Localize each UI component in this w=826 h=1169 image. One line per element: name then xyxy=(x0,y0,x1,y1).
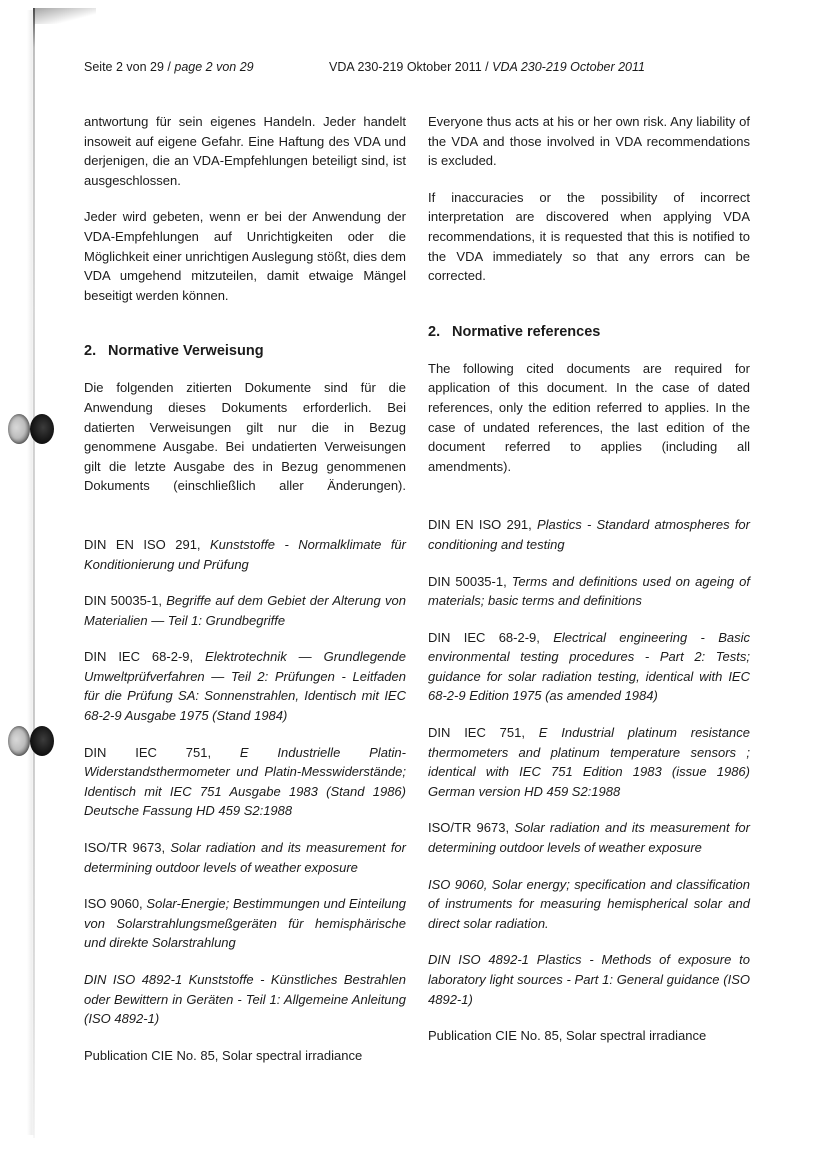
reference-standard: DIN IEC 68-2-9, xyxy=(428,629,540,645)
section-heading-normative-references xyxy=(428,323,750,342)
reference-standard: ISO 9060, xyxy=(84,896,143,912)
intro-paragraph-2: If inaccuracies or the possibility of incorrect interpretation are discovered when applying VDA recommendations, it is requested that this is notified to the VDA immediately so that any errors can be corrected. xyxy=(428,189,750,284)
reference-standard: DIN IEC 751, xyxy=(428,725,525,741)
reference-title: Solar-Energie; Bestimmungen und Einteilung von Solarstrahlungsmeßgeräten für hemisphärische und direkte Solarstrahlung xyxy=(84,896,406,951)
document-id-block xyxy=(329,59,645,75)
reference-entry xyxy=(84,591,406,630)
reference-entry xyxy=(428,875,750,934)
reference-list-spacer xyxy=(84,513,406,535)
document-id-separator: / xyxy=(485,60,489,74)
reference-title: DIN ISO 4892-1 Plastics - Methods of exposure to laboratory light sources - Part 1: General guidance (ISO 4892-1) xyxy=(428,952,750,1007)
reference-title: Kunststoffe - Normalklimate für Konditionierung und Prüfung xyxy=(84,536,406,572)
reference-standard: DIN EN ISO 291, xyxy=(84,536,201,552)
reference-standard: Publication CIE No. 85, Solar spectral irradiance xyxy=(84,1047,363,1063)
header-separator: / xyxy=(167,60,171,74)
punch-hole-icon xyxy=(30,414,54,444)
reference-entry xyxy=(84,970,406,1029)
reference-title: Plastics - Standard atmospheres for conditioning and testing xyxy=(428,517,750,552)
scan-corner-fold xyxy=(34,8,96,24)
reference-entry xyxy=(428,572,750,611)
reference-standard: ISO/TR 9673, xyxy=(428,820,510,836)
section-number: 2. xyxy=(84,343,97,360)
scan-edge-line xyxy=(33,8,35,1138)
reference-list-spacer xyxy=(428,493,750,515)
reference-title: Begriffe auf dem Gebiet der Alterung von Materialien — Teil 1: Grundbegriffe xyxy=(84,593,406,628)
intro-paragraph-1: antwortung für sein eigenes Handeln. Jeder handelt insoweit auf eigene Gefahr. Eine Haftung des VDA und derjenigen, die an VDA-Empfehlungen beteiligt sind, ist ausgeschlossen. xyxy=(84,114,406,188)
reference-entry xyxy=(428,723,750,801)
reference-standard: DIN IEC 68-2-9, xyxy=(84,649,194,665)
reference-entry xyxy=(428,1026,750,1046)
reference-standard: ISO/TR 9673, xyxy=(84,840,166,856)
reference-title: DIN ISO 4892-1 Kunststoffe - Künstliches Bestrahlen oder Bewittern in Geräten - Teil 1: Allgemeine Anleitung (ISO 4892-1) xyxy=(84,972,406,1027)
document-id-de: VDA 230-219 Oktober 2011 xyxy=(329,60,482,74)
binder-punch-mark-top xyxy=(8,412,54,448)
reference-title: E Industrial platinum resistance thermometers and platinum temperature sensors ; identical with IEC 751 Edition 1983 (issue 1986) German version HD 459 S2:1988 xyxy=(428,725,750,799)
section-heading-normative-verweisung xyxy=(84,342,406,361)
intro-paragraph-1: Everyone thus acts at his or her own risk. Any liability of the VDA and those involved in VDA recommendations is excluded. xyxy=(428,114,750,169)
section-number: 2. xyxy=(428,323,441,340)
reference-entry xyxy=(428,628,750,706)
reference-entry xyxy=(428,818,750,857)
column-english xyxy=(428,112,750,1063)
page-number-en: page 2 von 29 xyxy=(174,60,254,74)
page-header xyxy=(84,59,744,75)
reference-entry xyxy=(84,647,406,725)
section-title: Normative references xyxy=(452,323,601,340)
reference-title: Electrical engineering - Basic environmental testing procedures - Part 2: Tests; guidance for solar radiation testing, identical with IEC 68-2-9 Edition 1975 (as amended 1984) xyxy=(428,629,750,704)
reference-list xyxy=(428,515,750,1045)
intro-paragraph-2: Jeder wird gebeten, wenn er bei der Anwendung der VDA-Empfehlungen auf Unrichtigkeiten oder die Möglichkeit einer unrichtigen Auslegung stößt, dies dem VDA umgehend mitzuteilen, damit etwaige Mängel beseitigt werden können. xyxy=(84,209,406,303)
punch-hole-icon xyxy=(30,726,54,756)
reference-title: ISO 9060, Solar energy; specification and classification of instruments for measuring hemispherical solar and direct solar radiation. xyxy=(428,876,750,931)
page-number-block xyxy=(84,59,329,75)
reference-standard: DIN 50035-1, xyxy=(428,573,507,589)
reference-list xyxy=(84,535,406,1065)
reference-title: E Industrielle Platin-Widerstandsthermometer und Platin-Messwiderstände; Identisch mit IEC 751 Ausgabe 1983 (Stand 1986) Deutsche Fassung HD 459 S2:1988 xyxy=(84,744,406,819)
punch-ring-icon xyxy=(8,414,30,444)
reference-title: Elektrotechnik — Grundlegende Umweltprüfverfahren — Teil 2: Prüfungen - Leitfaden für die Prüfung SA: Sonnenstrahlen, Identisch mit IEC 68-2-9 Ausgabe 1975 (Stand 1984) xyxy=(84,649,406,724)
punch-ring-icon xyxy=(8,726,30,756)
reference-entry xyxy=(84,838,406,877)
reference-standard: DIN IEC 751, xyxy=(84,744,212,760)
reference-entry xyxy=(84,1046,406,1066)
reference-title: Solar radiation and its measurement for determining outdoor levels of weather exposure xyxy=(84,840,406,875)
section-intro-paragraph: Die folgenden zitierten Dokumente sind für die Anwendung dieses Dokuments erforderlich. Bei datierten Verweisungen gilt nur die in Bezug genommene Ausgabe. Bei undatierten Verweisungen gilt die letzte Ausgabe des in Bezug genommenen Dokuments (einschließlich aller Änderungen). xyxy=(84,380,406,494)
reference-entry xyxy=(428,950,750,1009)
column-german xyxy=(84,112,406,1082)
reference-standard: Publication CIE No. 85, Solar spectral irradiance xyxy=(428,1028,707,1044)
reference-standard: DIN EN ISO 291, xyxy=(428,517,532,533)
reference-title: Terms and definitions used on ageing of materials; basic terms and definitions xyxy=(428,573,750,609)
reference-entry xyxy=(84,894,406,953)
document-id-en: VDA 230-219 October 2011 xyxy=(492,60,645,74)
section-intro-paragraph: The following cited documents are required for application of this document. In the case of dated references, only the edition referred to applies. In the case of undated references, the last edition of the document referred to applies (including all amendments). xyxy=(428,360,750,474)
page-number-de: Seite 2 von 29 xyxy=(84,60,164,74)
reference-entry xyxy=(84,743,406,821)
reference-entry xyxy=(84,535,406,574)
binder-punch-mark-bottom xyxy=(8,724,54,760)
reference-entry xyxy=(428,515,750,554)
reference-standard: DIN 50035-1, xyxy=(84,593,162,609)
section-title: Normative Verweisung xyxy=(108,343,264,360)
reference-title: Solar radiation and its measurement for determining outdoor levels of weather exposure xyxy=(428,820,750,856)
